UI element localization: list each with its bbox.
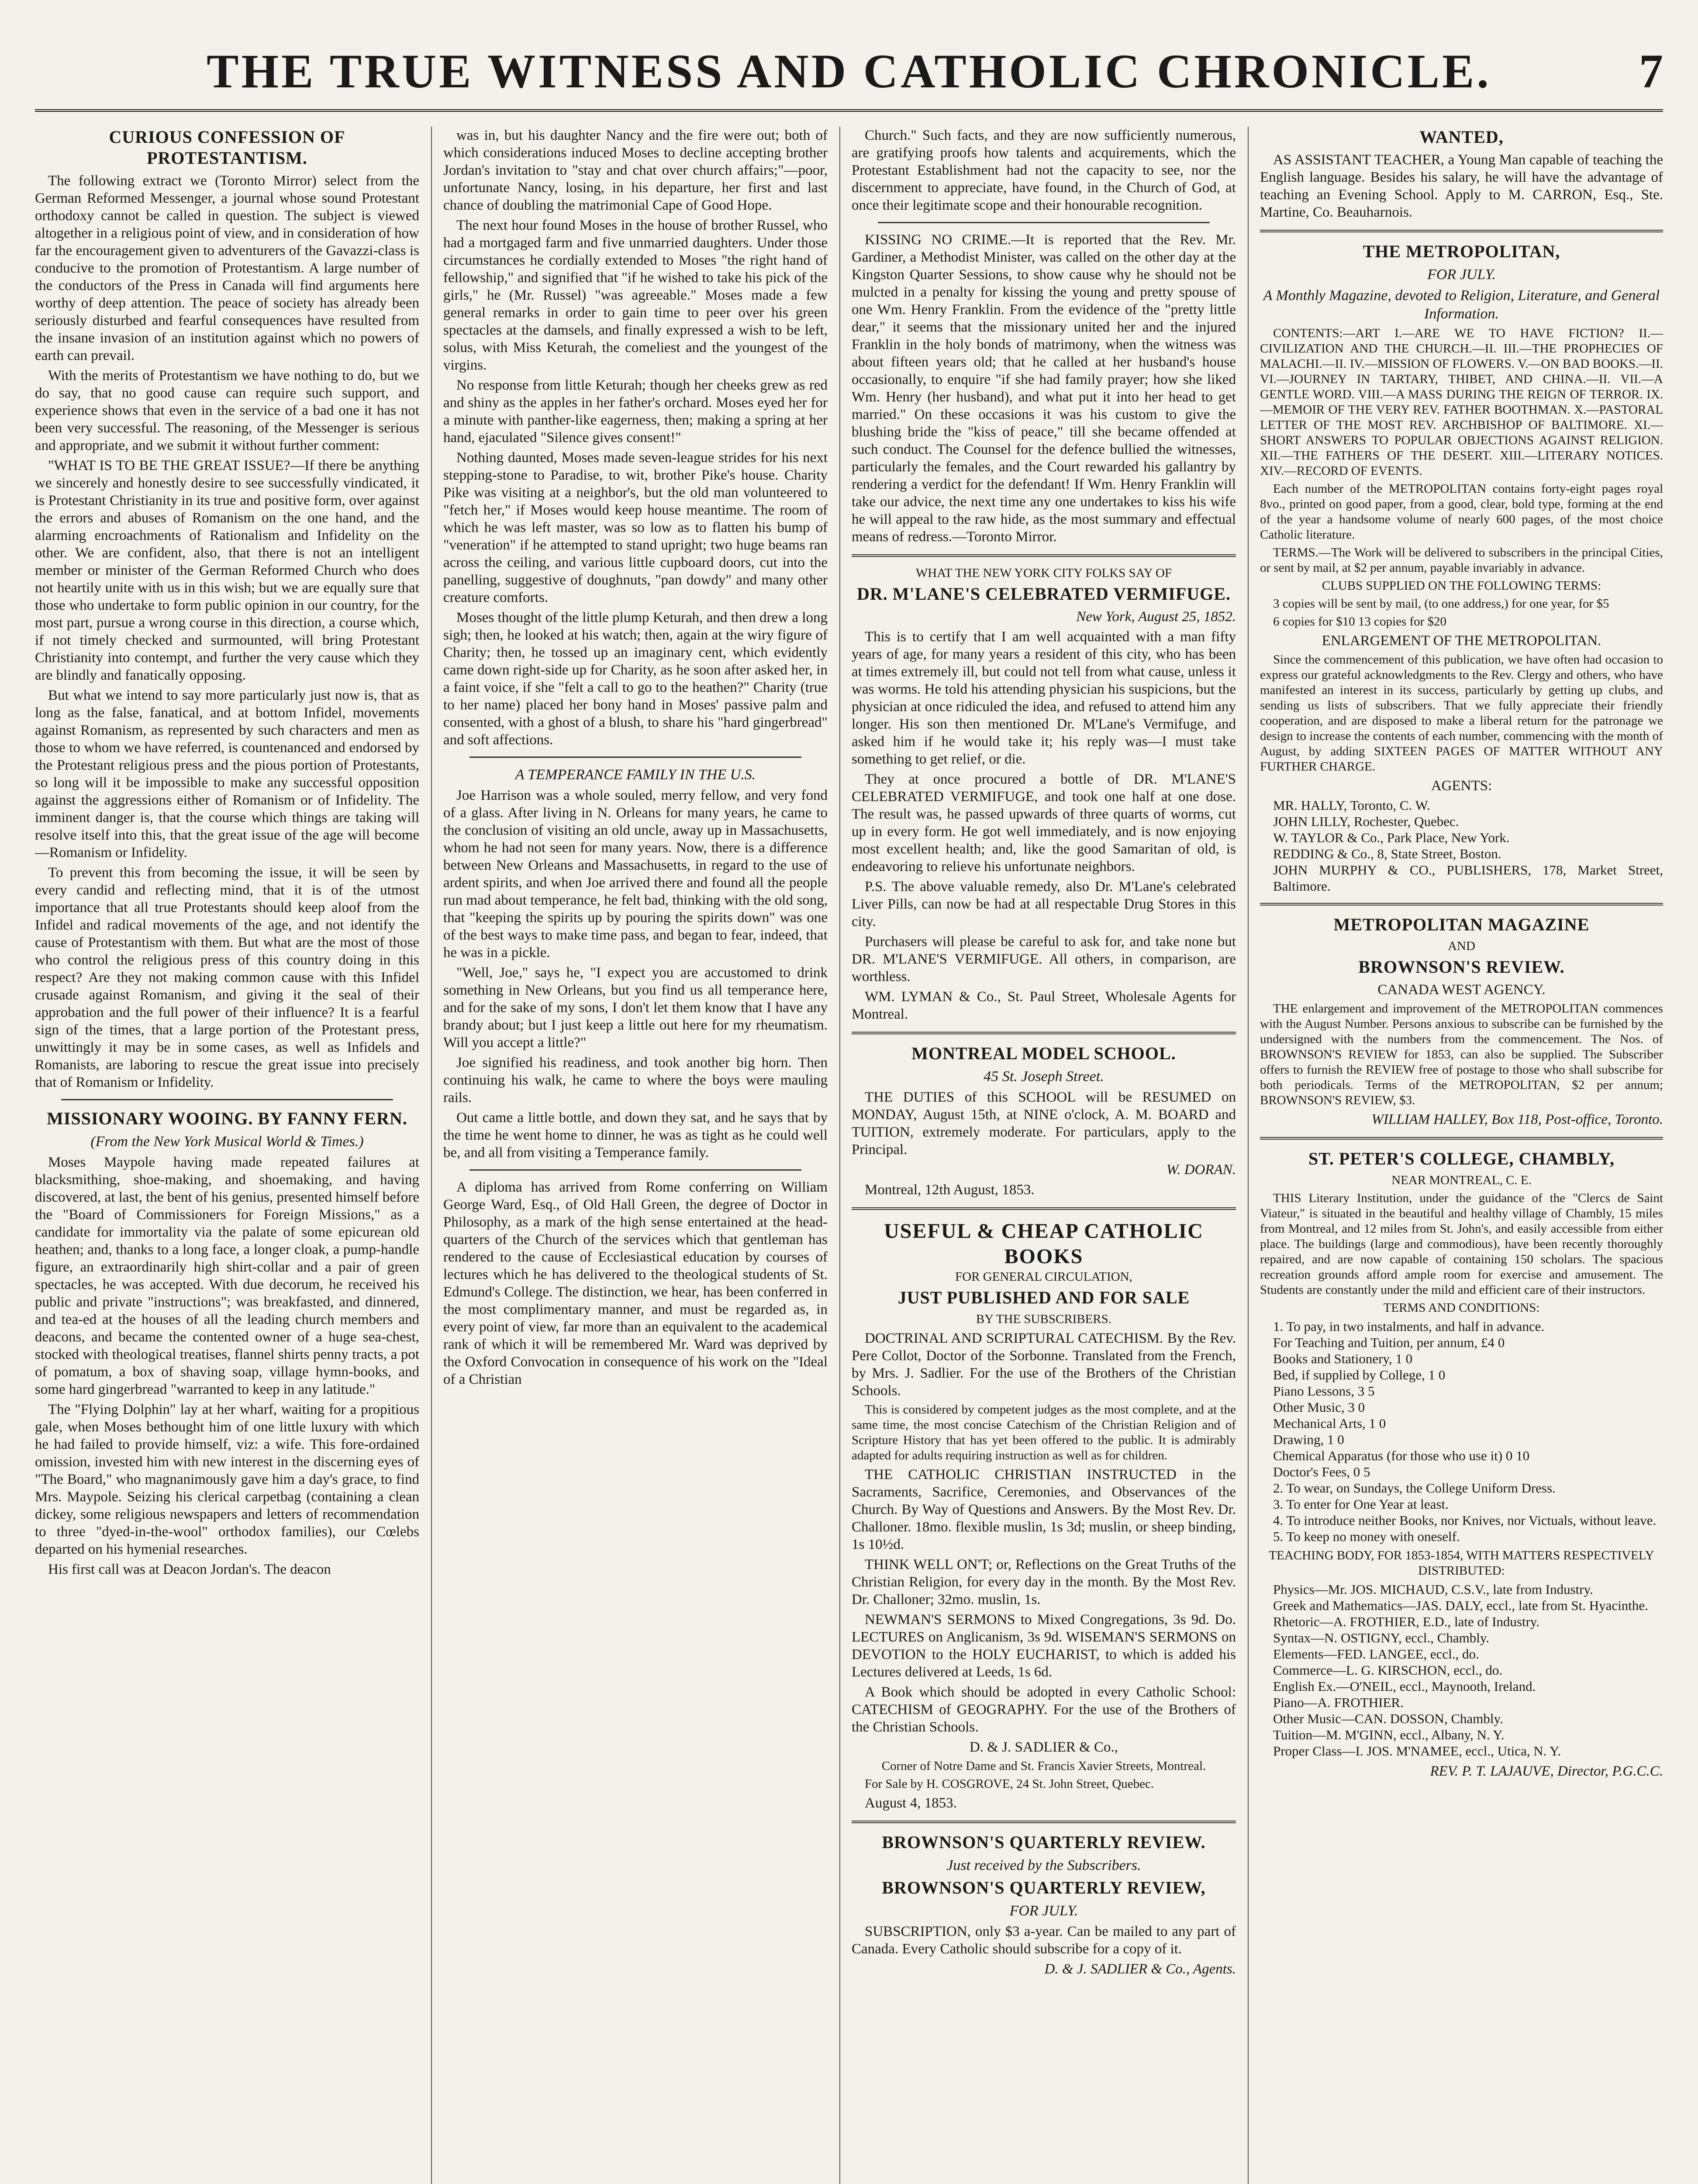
article-paragraph: Nothing daunted, Moses made seven-league strides for his next stepping-stone to Paradise, to wit, brother Pike's house. Charity Pike was visiting at a neighbor's, but the old man volunteered to "fetch her," if Moses would keep house meantime. The room of which he was left master, was so low as to flatten his bump of "veneration" if he attempted to stand upright; two huge beams ran across the ceiling, and various little cupboard doors, cut into the panelling, suggestive of doughnuts, "pan dowdy" and many other creature comforts. (443, 450, 828, 605)
ad-paragraph: THE enlargement and improvement of the METROPOLITAN commences with the August Number. Persons anxious to subscribe can be furnished by the undersigned with the numbers from the commencement. The Nos. of BROWNSON'S REVIEW for 1853, can also be supplied. The Subscriber offers to furnish the REVIEW free of postage to those who shall subscribe for both periodicals. Terms of the METROPOLITAN, $2 per annum; BROWNSON'S REVIEW, $3. (1260, 1002, 1663, 1107)
list-item: W. TAYLOR & Co., Park Place, New York. (1273, 830, 1510, 845)
list-item: Syntax—N. OSTIGNY, eccl., Chambly. (1273, 1630, 1490, 1645)
ad-title: BROWNSON'S REVIEW. (1358, 957, 1565, 977)
ad-paragraph: THE CATHOLIC CHRISTIAN INSTRUCTED in the Sacraments, Sacrifice, Ceremonies, and Observances of the Church. By Way of Questions and Answers. By the Most Rev. Dr. Challoner. 18mo. flexible muslin, 1s 3d; muslin, or sheep binding, 1s 10½d. (852, 1467, 1236, 1552)
list-item: JOHN MURPHY & CO., PUBLISHERS, 178, Market Street, Baltimore. (1273, 862, 1663, 894)
list-item: Physics—Mr. JOS. MICHAUD, C.S.V., late from Industry. (1273, 1582, 1593, 1597)
divider (469, 757, 801, 758)
list-item: Other Music—CAN. DOSSON, Chambly. (1273, 1711, 1503, 1726)
ad-signature: WILLIAM HALLEY, Box 118, Post-office, Toronto. (1371, 1112, 1663, 1127)
list-item: Mechanical Arts, 1 0 (1273, 1416, 1386, 1431)
article-paragraph: Church." Such facts, and they are now sufficiently numerous, are gratifying proofs how talents and acquirements, which the Protestant Establishment had not the capacity to see, nor the discernment to appreciate, have found, in the Church of God, at once their legitimate scope and their honourable recognition. (852, 128, 1236, 213)
article-paragraph: was in, but his daughter Nancy and the fire were out; both of which considerations induced Moses to decline accepting brother Jordan's invitation to "stay and chat over church affairs;"—poor, unfortunate Nancy, losing, in his departure, her first and last chance of doubling the matrimonial Cape of Good Hope. (443, 128, 828, 213)
list-item: Other Music, 3 0 (1273, 1400, 1365, 1415)
list-item: Piano Lessons, 3 5 (1273, 1383, 1375, 1399)
ad-subtitle: AND (1448, 939, 1475, 953)
ad-paragraph: THIS Literary Institution, under the guidance of the "Clercs de Saint Viateur," is situated in the beautiful and healthy village of Chambly, 15 miles from Montreal, and 12 miles from St. John's, and easily accessible from either place. The buildings (large and commodious), have been recently thoroughly repaired, and are now capable of containing 150 scholars. The spacious recreation grounds afford ample room for exercise and amusement. The Students are constantly under the mild and efficient care of their instructors. (1260, 1191, 1663, 1297)
ad-subtitle: FOR JULY. (1427, 266, 1496, 283)
article-paragraph: "WHAT IS TO BE THE GREAT ISSUE?—If there be anything we sincerely and honestly desire to see successfully vindicated, it is Protestant Christianity in its true and positive form, over against the errors and abuses of Romanism on the one hand, and the alarming encroachments of Rationalism and Infidelity on the other. We are confident, also, that there is not an intelligent member or minister of the German Reformed Church who does not heartily unite with us in this wish; but we are equally sure that those who undertake to form public opinion in our country, for the most part, pursue a wrong course in this direction, a course which, if not timely checked and surmounted, will bring Protestant Christianity into contempt, and further the very cause which they are blindly and fanatically opposing. (35, 458, 419, 683)
list-item: For Teaching and Tuition, per annum, £4 0 (1273, 1335, 1505, 1350)
ad-subtitle: CANADA WEST AGENCY. (1377, 982, 1546, 998)
list-item: Chemical Apparatus (for those who use it) 0 10 (1273, 1448, 1530, 1463)
ad-heading: ENLARGEMENT OF THE METROPOLITAN. (1322, 633, 1601, 649)
article-paragraph: Out came a little bottle, and down they sat, and he says that by the time he went home to dinner, he was as tight as he could well be, and all from visiting a Temperance family. (443, 1110, 828, 1161)
ad-subtitle: NEAR MONTREAL, C. E. (1391, 1173, 1532, 1187)
list-item: 2. To wear, on Sundays, the College Uniform Dress. (1273, 1480, 1556, 1496)
ad-subtitle: FOR JULY. (1009, 1903, 1078, 1919)
ad-paragraph: This is to certify that I am well acquainted with a man fifty years of age, for many years a resident of this city, who has been at times extremely ill, but could not tell from what cause, unless it was worms. He told his attending physician his suspicions, but the physician at once ridiculed the idea, and refused to attend him any longer. His son then mentioned Dr. M'Lane's Vermifuge, and asked him if he would take it; his reply was—I must take something to get relief, or die. (852, 629, 1236, 767)
ad-paragraph: Since the commencement of this publication, we have often had occasion to express our grateful acknowledgments to the Rev. Clergy and others, who have manifested an interest in its success, particularly by getting up clubs, and sending us lists of subscribers. That we fully appreciate their friendly cooperation, and are disposed to make a liberal return for the patronage we design to increase the contents of each number, commencing with the month of August, by adding SIXTEEN PAGES OF MATTER WITHOUT ANY FURTHER CHARGE. (1260, 653, 1663, 774)
divider (852, 1821, 1236, 1823)
article-paragraph: To prevent this from becoming the issue, it will be seen by every candid and reflecting mind, that it is of the utmost importance that all true Protestants should keep aloof from the Infidel and radical movements of the age, and not identify the cause of Protestantism with them. But what are the most of those who control the religious press of this country doing in this respect? Are they not making common cause with this Infidel crusade against Romanism, and giving it the seal of their approbation and the full power of their influence? It is a fearful sign of the times, that a large portion of the Protestant press, unwittingly it may be in some cases, as well as Infidels and Romanists, are laboring to rescue the great issue into precisely that of Romanism or Infidelity. (35, 865, 419, 1090)
ad-heading: TEACHING BODY, FOR 1853-1854, WITH MATTERS RESPECTIVELY DISTRIBUTED: (1269, 1548, 1654, 1578)
ad-title: THE METROPOLITAN, (1363, 242, 1560, 261)
article-paragraph: His first call was at Deacon Jordan's. The deacon (48, 1562, 331, 1577)
newspaper-page (35, 26, 1663, 2184)
ad-subtitle: Just received by the Subscribers. (946, 1857, 1141, 1873)
ad-row: 3 copies will be sent by mail, (to one address,) for one year, for $5 (1273, 597, 1609, 611)
article-paragraph: With the merits of Protestantism we have nothing to do, but we do say, that no good cause can require such support, and experience shows that even in the service of a bad one it has not been very successful. The reasoning, of the Messenger is serious and appropriate, and we submit it without further comment: (35, 368, 419, 453)
list-item: Greek and Mathematics—JAS. DALY, eccl., late from St. Hyacinthe. (1273, 1598, 1648, 1613)
ad-date: August 4, 1853. (865, 1795, 957, 1811)
column-rule (431, 127, 432, 2184)
list-item: Drawing, 1 0 (1273, 1432, 1344, 1447)
staff-list (1260, 1581, 1663, 1759)
list-item: MR. HALLY, Toronto, C. W. (1273, 798, 1430, 813)
page-number: 7 (1639, 45, 1663, 98)
article-paragraph: Moses Maypole having made repeated failures at blacksmithing, shoe-making, and shoemaking, and having discovered, at last, the bent of his genius, presented himself before the "Board of Commissioners for Foreign Missions," as a candidate for immortality via the palate of some epicurean old heathen; and, thanks to a long face, a longer cloak, a pump-handle figure, an extraordinarily high shirt-collar and a pair of green spectacles, he was accepted. With due decorum, he received his public and private "instructions"; was breakfasted, and dinnered, and tea-ed at the houses of all the leading church members and deacons, and became the contented owner of a huge sea-chest, stocked with theological treatises, flannel shirts penny tracts, a pot of pomatum, a box of shaving soap, village hymn-books, and some hard gingerbread "warranted to keep in any latitude." (35, 1154, 419, 1397)
article-source: (From the New York Musical World & Times.) (90, 1133, 364, 1150)
terms-list (1260, 1318, 1663, 1545)
ad-paragraph: Each number of the METROPOLITAN contains forty-eight pages royal 8vo., printed on good paper, from a good, clear, bold type, forming at the end of the year a handsome volume of nearly 600 pages, of the most choice Catholic literature. (1260, 482, 1663, 542)
divider (61, 1099, 393, 1100)
ad-signature: D. & J. SADLIER & Co., (969, 1739, 1118, 1755)
ad-paragraph: P.S. The above valuable remedy, also Dr. M'Lane's celebrated Liver Pills, can now be had at all respectable Drug Stores in this city. (852, 879, 1236, 930)
ad-paragraph: A Book which should be adopted in every Catholic School: CATECHISM of GEOGRAPHY. For the use of the Brothers of the Christian Schools. (852, 1684, 1236, 1735)
ad-paragraph: DOCTRINAL AND SCRIPTURAL CATECHISM. By the Rev. Pere Collot, Doctor of the Sorbonne. Translated from the French, by Mrs. J. Sadlier. For the use of the Brothers of the Christian Schools. (852, 1330, 1236, 1399)
column-3 (852, 127, 1236, 2184)
column-2 (443, 127, 828, 2184)
list-item: Proper Class—I. JOS. M'NAMEE, eccl., Utica, N. Y. (1273, 1743, 1561, 1759)
ad-signature: REV. P. T. LAJAUVE, Director, P.G.C.C. (1430, 1763, 1663, 1779)
ad-paragraph: THE DUTIES of this SCHOOL will be RESUMED on MONDAY, August 15th, at NINE o'clock, A. M. BOARD and TUITION, extremely moderate. For particulars, apply to the Principal. (852, 1089, 1236, 1158)
list-item: Doctor's Fees, 0 5 (1273, 1464, 1370, 1479)
ad-signature: W. DORAN. (1166, 1162, 1236, 1178)
ad-title: BROWNSON'S QUARTERLY REVIEW. (882, 1832, 1206, 1852)
agents-list (1260, 797, 1663, 894)
ad-subtitle: A Monthly Magazine, devoted to Religion, Literature, and General Information. (1263, 287, 1660, 322)
ad-signature: For Sale by H. COSGROVE, 24 St. John Street, Quebec. (865, 1777, 1154, 1791)
ad-paragraph: NEWMAN'S SERMONS to Mixed Congregations, 3s 9d. Do. LECTURES on Anglicanism, 3s 9d. WISEMAN'S SERMONS on DEVOTION to the HOLY EUCHARIST, to which is added his Lectures delivered at Leeds, 1s 6d. (852, 1612, 1236, 1680)
column-rule (1248, 127, 1249, 2184)
list-item: 3. To enter for One Year at least. (1273, 1496, 1449, 1512)
article-title: A TEMPERANCE FAMILY IN THE U.S. (515, 767, 756, 783)
ad-paragraph: THINK WELL ON'T; or, Reflections on the Great Truths of the Christian Religion, for every day in the month. By the Most Rev. Dr. Challoner; 32mo. muslin, 1s. (852, 1557, 1236, 1607)
divider (1260, 1137, 1663, 1140)
ad-title: METROPOLITAN MAGAZINE (1333, 915, 1590, 934)
article-paragraph: But what we intend to say more particularly just now is, that as long as the false, fanatical, and at bottom Infidel, movements against Romanism, as represented by such characters and men as those to whom we have referred, is countenanced and endorsed by the Protestant religious press and the pious portion of Protestants, so long will it be impossible to make any successful opposition against the aggressions either of Romanism or of Infidelity. The imminent danger is, that the course which things are taking will resolve itself into this, that the great issue of the age will become—Romanism or Infidelity. (35, 688, 419, 860)
ad-title: MONTREAL MODEL SCHOOL. (911, 1044, 1176, 1063)
list-item: Tuition—M. M'GINN, eccl., Albany, N. Y. (1273, 1727, 1505, 1742)
article-paragraph: Joe Harrison was a whole souled, merry fellow, and very fond of a glass. After living in N. Orleans for many years, he came to the conclusion of visiting an old uncle, away up in Massachusetts, whom he had not seen for many years. Now, there is a difference between New Orleans and Massachusetts, in regard to the use of ardent spirits, and when Joe arrived there and found all the people run mad about temperance, he felt bad, thinking with the old song, that "keeping the spirits up by pouring the spirits down" was one of the best ways to make time pass, and began to fear, indeed, that he was in a pickle. (443, 788, 828, 961)
divider (852, 554, 1236, 557)
ad-date: Montreal, 12th August, 1853. (865, 1182, 1035, 1198)
list-item: Commerce—L. G. KIRSCHON, eccl., do. (1273, 1662, 1503, 1678)
article-paragraph: The next hour found Moses in the house of brother Russel, who had a mortgaged farm and five unmarried daughters. Under those circumstances he cordially extended to Moses "the right hand of fellowship," and signified that "if he wished to take his pick of the girls," he (Mr. Russel) "was agreeable." Moses made a few general remarks in order to gain time to peer over his green spectacles at the damsels, and finally expressed a wish to be left, solus, with Miss Keturah, the comeliest and the youngest of the virgins. (443, 218, 828, 373)
list-item: 4. To introduce neither Books, nor Knives, nor Victuals, without leave. (1273, 1513, 1657, 1528)
article-paragraph: The "Flying Dolphin" lay at her wharf, waiting for a propitious gale, when Moses bethought him of one little luxury with which he had failed to provide himself, viz: a wife. This fore-ordained omission, invested him with new interest in the discerning eyes of "The Board," who magnanimously gave him a day's grace, to find Mrs. Maypole. Seizing his clerical carpetbag (containing a clean dickey, some religious newspapers and letters of recommendation to three "dyed-in-the-wool" orthodox families), our Cœlebs departed on his hymenial researches. (35, 1402, 419, 1557)
ad-header: WHAT THE NEW YORK CITY FOLKS SAY OF (915, 566, 1172, 580)
ad-signature: Corner of Notre Dame and St. Francis Xavier Streets, Montreal. (881, 1759, 1206, 1773)
divider (878, 222, 1210, 223)
ad-paragraph: TERMS.—The Work will be delivered to subscribers in the principal Cities, or sent by mail, at $2 per annum, payable invariably in advance. (1260, 546, 1663, 575)
ad-row: 6 copies for $10 13 copies for $20 (1273, 615, 1447, 629)
ad-signature: WM. LYMAN & Co., St. Paul Street, Wholesale Agents for Montreal. (852, 989, 1236, 1022)
ad-paragraph: CONTENTS:—ART I.—ARE WE TO HAVE FICTION? II.—CIVILIZATION AND THE CHURCH.—II. III.—THE PROPHECIES OF MALACHI.—II. IV.—MISSION OF FLOWERS. V.—ON BAD BOOKS.—II. VI.—JOURNEY IN TARTARY, THIBET, AND CHINA.—II. VII.—A GENTLE WORD. VIII.—A MASS DURING THE REIGN OF TERROR. IX.—MEMOIR OF THE VERY REV. FATHER BOOTHMAN. X.—PASTORAL LETTER OF THE MOST REV. ARCHBISHOP OF BALTIMORE. XI.—SHORT ANSWERS TO POPULAR OBJECTIONS AGAINST RELIGION. XII.—THE FATHERS OF THE DESERT. XIII.—LITERARY NOTICES. XIV.—RECORD OF EVENTS. (1260, 326, 1663, 478)
column-4 (1260, 127, 1663, 2184)
article-paragraph: KISSING NO CRIME.—It is reported that the Rev. Mr. Gardiner, a Methodist Minister, was called on the other day at the Kingston Quarter Sessions, to show cause why he should not be mulcted in a penalty for kissing the young and pretty spouse of one Wm. Henry Franklin. From the evidence of the "pretty little dear," it seems that the missionary united her and the injured Franklin in the holy bonds of matrimony, when the witness was about fifteen years old; that he called at her husband's house occasionally, to enquire "if she had family prayer; how she liked Wm. Henry (her husband), and what put it into her head to get married." On these occasions it was his custom to give the blushing bride the "kiss of peace," till she became offended at such conduct. The Counsel for the defence bullied the witnesses, particularly the females, and the Court rewarded his gallantry by rendering a verdict for the defendant! If Wm. Henry Franklin will take our advice, the next time any one undertakes to kiss his wife he will appeal to the raw hide, as the most summary and effectual means of redress.—Toronto Mirror. (852, 232, 1236, 545)
column-1 (35, 127, 419, 2184)
list-item: Piano—A. FROTHIER. (1273, 1695, 1404, 1710)
divider (1260, 230, 1663, 232)
ad-date: New York, August 25, 1852. (1076, 609, 1236, 625)
masthead (35, 26, 1663, 112)
newspaper-title: THE TRUE WITNESS AND CATHOLIC CHRONICLE. (207, 45, 1491, 98)
divider (852, 1207, 1236, 1210)
ad-heading: TERMS AND CONDITIONS: (1383, 1301, 1540, 1315)
column-rule (839, 127, 840, 2184)
list-item: Bed, if supplied by College, 1 0 (1273, 1367, 1446, 1382)
ad-paragraph: Purchasers will please be careful to ask for, and take none but DR. M'LANE'S VERMIFUGE. All others, in comparison, are worthless. (852, 934, 1236, 985)
ad-title: WANTED, (1419, 127, 1504, 147)
ad-title: USEFUL & CHEAP CATHOLIC BOOKS (884, 1220, 1204, 1268)
list-item: Elements—FED. LANGEE, eccl., do. (1273, 1646, 1479, 1662)
ad-address: 45 St. Joseph Street. (984, 1068, 1104, 1085)
ad-title: ST. PETER'S COLLEGE, CHAMBLY, (1308, 1149, 1615, 1168)
divider (852, 1032, 1236, 1034)
article-paragraph: "Well, Joe," says he, "I expect you are accustomed to drink something in New Orleans, but you find us all temperance here, and for the sake of my sons, I don't let them know that I have any brandy about; but I just keep a little out here for my rheumatism. Will you accept a little?" (443, 965, 828, 1051)
ad-byline: BY THE SUBSCRIBERS. (976, 1312, 1112, 1326)
ad-heading: AGENTS: (1431, 778, 1492, 794)
divider (469, 1169, 801, 1171)
list-item: 5. To keep no money with oneself. (1273, 1529, 1460, 1544)
ad-heading: JUST PUBLISHED AND FOR SALE (897, 1288, 1190, 1307)
article-paragraph: Joe signified his readiness, and took another big horn. Then continuing his walk, he came to where the boys were mauling rails. (443, 1055, 828, 1106)
list-item: JOHN LILLY, Rochester, Quebec. (1273, 814, 1459, 829)
divider (1260, 903, 1663, 905)
article-title: MISSIONARY WOOING. BY FANNY FERN. (47, 1109, 407, 1128)
list-item: REDDING & Co., 8, State Street, Boston. (1273, 846, 1501, 861)
ad-paragraph: SUBSCRIPTION, only $3 a-year. Can be mailed to any part of Canada. Every Catholic should subscribe for a copy of it. (852, 1924, 1236, 1957)
ad-heading: BROWNSON'S QUARTERLY REVIEW, (882, 1878, 1206, 1897)
ad-subtitle: FOR GENERAL CIRCULATION, (955, 1270, 1132, 1284)
list-item: English Ex.—O'NEIL, eccl., Maynooth, Ireland. (1273, 1679, 1536, 1694)
ad-heading: CLUBS SUPPLIED ON THE FOLLOWING TERMS: (1322, 579, 1601, 593)
article-paragraph: A diploma has arrived from Rome conferring on William George Ward, Esq., of Old Hall Green, the degree of Doctor in Philosophy, as a mark of the high sense entertained at the head-quarters of the Church of the services which that gentleman has rendered to the cause of Ecclesiastical education by courses of lectures which he has delivered to the theological students of St. Edmund's College. The distinction, we hear, has been conferred in the most complimentary manner, and must be regarded as, in every point of view, far more than an equivalent to the academical rank of which it will be remembered Mr. Ward was deprived by the Oxford Convocation in consequence of his work on the "Ideal of a Christian (443, 1179, 828, 1387)
article-paragraph: The following extract we (Toronto Mirror) select from the German Reformed Messenger, a journal whose sound Protestant orthodoxy cannot be called in question. The subject is viewed altogether in a religious point of view, and in consideration of how far the encouragement given to adventurers of the Gavazzi-class is conducive to the promotion of Protestantism. A large number of the conductors of the Press in Canada will find arguments here worthy of deep attention. The peace of society has already been seriously disturbed and fearful consequences have resulted from the insane invasion of an institution against which no powers of earth can prevail. (35, 173, 419, 363)
article-title: CURIOUS CONFESSION OF PROTESTANTISM. (109, 127, 345, 168)
list-item: Rhetoric—A. FROTHIER, E.D., late of Industry. (1273, 1614, 1540, 1629)
article-paragraph: Moses thought of the little plump Keturah, and then drew a long sigh; then, he looked at his watch; then, again at the wiry figure of Charity; then, he tossed up an imaginary cent, which evidently came down right-side up for Charity, as he soon after asked her, in a faint voice, if she "felt a call to go to the heathen?" Charity (true to her name) placed her bony hand in Moses' passive palm and consented, with a ghost of a blush, to share his "hard gingerbread" and soft affections. (443, 610, 828, 748)
ad-paragraph: They at once procured a bottle of DR. M'LANE'S CELEBRATED VERMIFUGE, and took one half at one dose. The result was, he passed upwards of three quarts of worms, cut up in every form. He got well immediately, and is now enjoying most excellent health; and, like the good Samaritan of old, is endeavoring to relieve his unfortunate neighbors. (852, 771, 1236, 874)
ad-paragraph: AS ASSISTANT TEACHER, a Young Man capable of teaching the English language. Besides his salary, he will have the advantage of teaching an Evening School. Apply to M. CARRON, Esq., Ste. Martine, Co. Beauharnois. (1260, 152, 1663, 220)
ad-title: DR. M'LANE'S CELEBRATED VERMIFUGE. (857, 584, 1231, 604)
ad-paragraph: This is considered by competent judges as the most complete, and at the same time, the most concise Catechism of the Christian Religion and of Scripture History that has yet been offered to the public. It is admirably adapted for adults requiring instruction as well as for children. (852, 1403, 1236, 1462)
list-item: 1. To pay, in two instalments, and half in advance. (1273, 1319, 1545, 1334)
article-paragraph: No response from little Keturah; though her cheeks grew as red and shiny as the apples in her father's orchard. Moses eyed her for a minute with panther-like eagerness, then; making a spring at her hand, ejaculated "Silence gives consent!" (443, 377, 828, 446)
list-item: Books and Stationery, 1 0 (1273, 1351, 1413, 1366)
ad-signature: D. & J. SADLIER & Co., Agents. (1044, 1961, 1236, 1977)
